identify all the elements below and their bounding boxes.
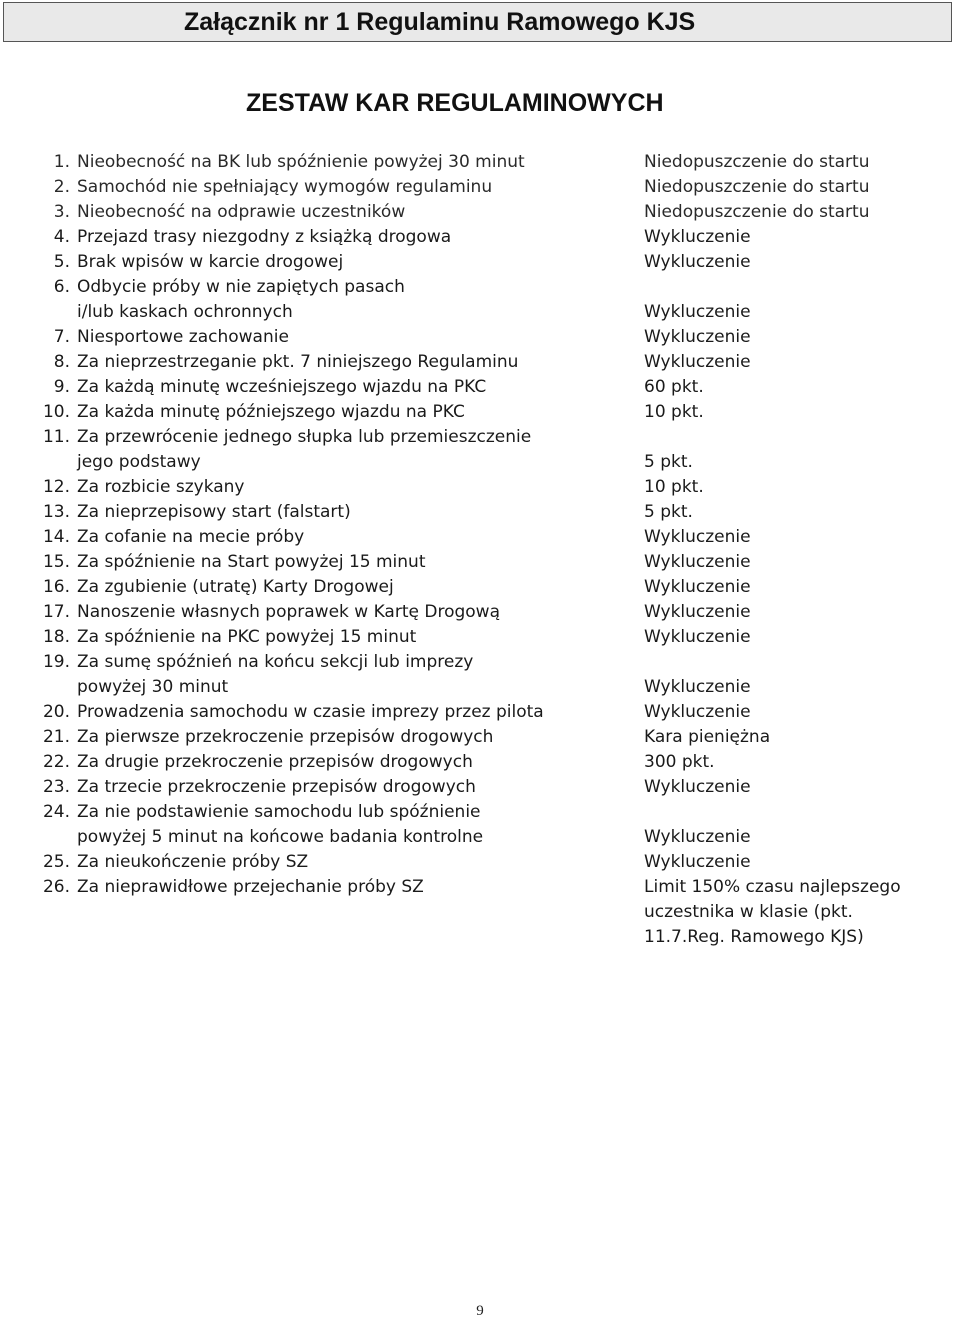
item-number: 11. — [42, 427, 70, 447]
item-penalty: Wykluczenie — [644, 327, 751, 347]
item-description: Za każda minutę późniejszego wjazdu na PKC — [77, 402, 465, 422]
item-number: 7. — [53, 327, 70, 347]
page-title: ZESTAW KAR REGULAMINOWYCH — [246, 89, 664, 117]
item-number: 24. — [42, 802, 70, 822]
item-number: 23. — [42, 777, 70, 797]
item-penalty: Wykluczenie — [644, 702, 751, 722]
item-description: Za sumę spóźnień na końcu sekcji lub imprezy powyżej 30 minut — [77, 652, 474, 697]
item-number: 9. — [53, 377, 70, 397]
item-penalty: Wykluczenie — [644, 602, 751, 622]
item-penalty: Wykluczenie — [644, 577, 751, 597]
item-penalty: Wykluczenie — [644, 527, 751, 547]
item-description: Za cofanie na mecie próby — [77, 527, 305, 547]
item-number: 22. — [42, 752, 70, 772]
item-description: Za rozbicie szykany — [77, 477, 245, 497]
list-item — [0, 275, 960, 325]
item-penalty: Wykluczenie — [644, 227, 751, 247]
item-penalty: Wykluczenie — [644, 252, 751, 272]
item-penalty: Wykluczenie — [644, 302, 751, 322]
item-penalty: 300 pkt. — [644, 752, 715, 772]
item-number: 4. — [53, 227, 70, 247]
list-item — [0, 150, 960, 175]
list-item — [0, 700, 960, 725]
item-number: 3. — [53, 202, 70, 222]
item-number: 26. — [42, 877, 70, 897]
item-number: 14. — [42, 527, 70, 547]
item-penalty: 60 pkt. — [644, 377, 704, 397]
item-number: 15. — [42, 552, 70, 572]
list-item — [0, 750, 960, 775]
item-number: 8. — [53, 352, 70, 372]
list-item — [0, 325, 960, 350]
header-title: Załącznik nr 1 Regulaminu Ramowego KJS — [184, 8, 696, 36]
item-number: 25. — [42, 852, 70, 872]
page-number: 9 — [476, 1303, 484, 1319]
item-penalty: Wykluczenie — [644, 352, 751, 372]
list-item — [0, 625, 960, 650]
item-description: Za spóźnienie na Start powyżej 15 minut — [77, 552, 426, 572]
item-description: Nieobecność na odprawie uczestników — [77, 202, 406, 222]
list-item — [0, 650, 960, 700]
item-penalty: Wykluczenie — [644, 827, 751, 847]
item-number: 12. — [42, 477, 70, 497]
item-description: Przejazd trasy niezgodny z książką drogowa — [77, 227, 452, 247]
list-item — [0, 225, 960, 250]
item-penalty: Wykluczenie — [644, 777, 751, 797]
item-description: Za przewrócenie jednego słupka lub przemieszczenie jego podstawy — [77, 427, 532, 472]
item-description: Za pierwsze przekroczenie przepisów drogowych — [77, 727, 494, 747]
list-item — [0, 775, 960, 800]
item-description: Za nieukończenie próby SZ — [77, 852, 309, 872]
item-description: Za zgubienie (utratę) Karty Drogowej — [77, 577, 394, 597]
list-item — [0, 525, 960, 550]
item-description: Za trzecie przekroczenie przepisów drogowych — [77, 777, 476, 797]
header-box — [3, 2, 952, 42]
item-description: Za nie podstawienie samochodu lub spóźnienie powyżej 5 minut na końcowe badania kontrolne — [77, 802, 484, 847]
item-number: 16. — [42, 577, 70, 597]
penalty-list — [0, 150, 960, 950]
item-description: Za spóźnienie na PKC powyżej 15 minut — [77, 627, 417, 647]
item-penalty: 10 pkt. — [644, 477, 704, 497]
item-penalty: 10 pkt. — [644, 402, 704, 422]
list-item — [0, 500, 960, 525]
list-item — [0, 850, 960, 875]
item-penalty: Niedopuszczenie do startu — [644, 152, 870, 172]
item-description: Nieobecność na BK lub spóźnienie powyżej 30 minut — [77, 152, 525, 172]
list-item — [0, 350, 960, 375]
item-description: Samochód nie spełniający wymogów regulaminu — [77, 177, 493, 197]
item-number: 1. — [53, 152, 70, 172]
item-penalty: Wykluczenie — [644, 677, 751, 697]
list-item — [0, 200, 960, 225]
item-number: 21. — [42, 727, 70, 747]
list-item — [0, 875, 960, 950]
item-number: 19. — [42, 652, 70, 672]
item-penalty: Wykluczenie — [644, 852, 751, 872]
item-penalty: 5 pkt. — [644, 452, 693, 472]
item-number: 13. — [42, 502, 70, 522]
item-number: 2. — [53, 177, 70, 197]
item-description: Za nieprawidłowe przejechanie próby SZ — [77, 877, 424, 897]
item-penalty: Wykluczenie — [644, 627, 751, 647]
item-penalty: Limit 150% czasu najlepszego uczestnika w klasie (pkt. 11.7.Reg. Ramowego KJS) — [644, 877, 901, 947]
list-item — [0, 475, 960, 500]
list-item — [0, 425, 960, 475]
item-description: Niesportowe zachowanie — [77, 327, 289, 347]
list-item — [0, 550, 960, 575]
list-item — [0, 800, 960, 850]
list-item — [0, 375, 960, 400]
item-number: 20. — [42, 702, 70, 722]
item-penalty: Niedopuszczenie do startu — [644, 177, 870, 197]
item-description: Nanoszenie własnych poprawek w Kartę Drogową — [77, 602, 500, 622]
item-description: Za nieprzestrzeganie pkt. 7 niniejszego Regulaminu — [77, 352, 519, 372]
item-penalty: Wykluczenie — [644, 552, 751, 572]
item-description: Odbycie próby w nie zapiętych pasach i/lub kaskach ochronnych — [77, 277, 405, 322]
item-penalty: Niedopuszczenie do startu — [644, 202, 870, 222]
item-number: 6. — [53, 277, 70, 297]
item-penalty: 5 pkt. — [644, 502, 693, 522]
list-item — [0, 600, 960, 625]
item-penalty: Kara pieniężna — [644, 727, 771, 747]
item-description: Prowadzenia samochodu w czasie imprezy przez pilota — [77, 702, 544, 722]
item-description: Za drugie przekroczenie przepisów drogowych — [77, 752, 473, 772]
item-number: 18. — [42, 627, 70, 647]
item-description: Za nieprzepisowy start (falstart) — [77, 502, 351, 522]
list-item — [0, 175, 960, 200]
item-description: Za każdą minutę wcześniejszego wjazdu na PKC — [77, 377, 487, 397]
list-item — [0, 725, 960, 750]
list-item — [0, 575, 960, 600]
list-item — [0, 400, 960, 425]
item-number: 10. — [42, 402, 70, 422]
list-item — [0, 250, 960, 275]
item-number: 5. — [53, 252, 70, 272]
item-number: 17. — [42, 602, 70, 622]
item-description: Brak wpisów w karcie drogowej — [77, 252, 344, 272]
